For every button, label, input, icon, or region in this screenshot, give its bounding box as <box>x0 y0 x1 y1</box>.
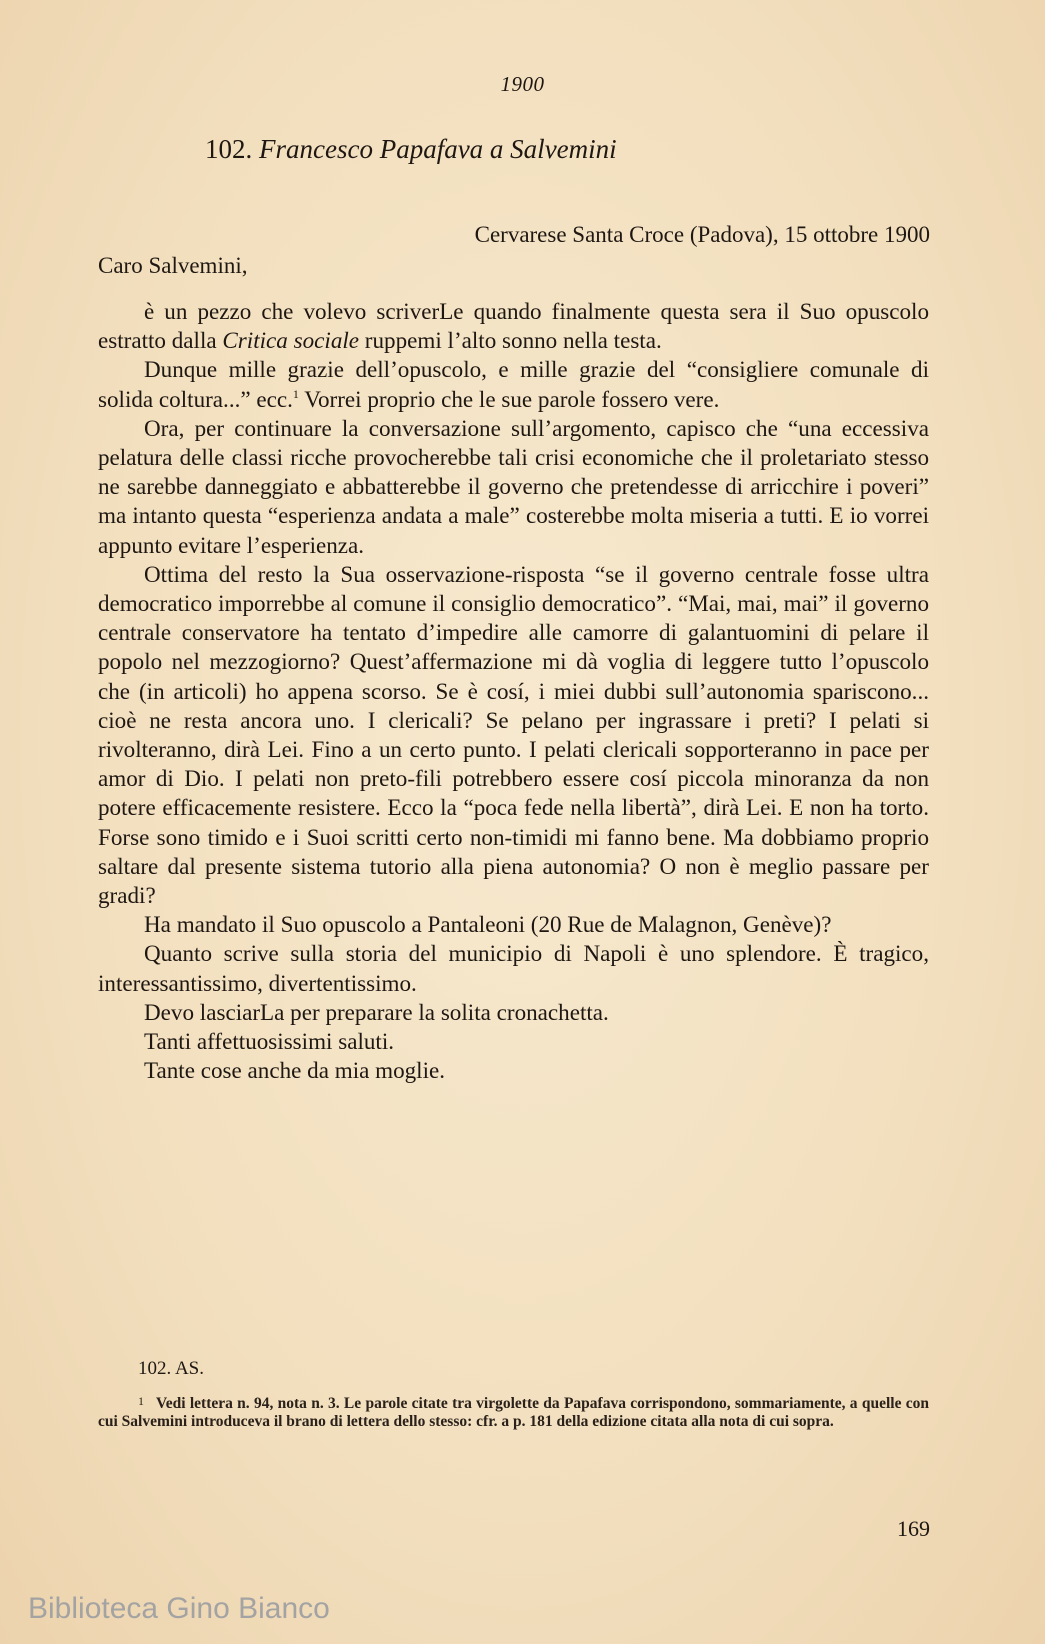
p2-text-a: Dunque mille grazie dell’opuscolo, e mille grazie del “consigliere comunale di solida coltura...” ecc. <box>98 356 929 412</box>
library-watermark: Biblioteca Gino Bianco <box>28 1592 330 1625</box>
letter-number: 102. <box>205 134 253 164</box>
paragraph-3: Ora, per continuare la conversazione sull’argomento, capisco che “una eccessiva pelatura delle classi ricche provocherebbe tali crisi economiche che il proletariato stesso ne sarebbe danneggiato e abbatterebbe il governo che pretendesse di arricchire i poveri” ma intanto questa “esperienza andata a male” costerebbe molta miseria a tutti. E io vorrei appunto evitare l’esperienza. <box>98 414 929 558</box>
p1-text-b: ruppemi l’alto sonno nella testa. <box>359 327 662 354</box>
paragraph-6: Quanto scrive sulla storia del municipio di Napoli è uno splendore. È tragico, interessantissimo, divertentissimo. <box>98 940 929 996</box>
paragraph-1 <box>98 297 929 355</box>
p2-text-b: Vorrei proprio che le sue parole fossero vere. <box>298 385 720 412</box>
salutation: Caro Salvemini, <box>98 253 248 278</box>
letter-body <box>98 297 929 1085</box>
dateline: Cervarese Santa Croce (Padova), 15 ottobre 1900 <box>474 222 930 247</box>
p1-text-a: è un pezzo che volevo scriverLe quando finalmente questa sera il Suo opuscolo estratto dalla <box>98 298 929 354</box>
page-number: 169 <box>897 1516 930 1541</box>
letter-title-text: Francesco Papafava a Salvemini <box>259 134 617 164</box>
footnote-ref: 1 <box>292 386 299 401</box>
letter-title <box>205 134 617 165</box>
footnote-text: Vedi lettera n. 94, nota n. 3. Le parole citate tra virgolette da Papafava corrispondono, sommariamente, a quelle con cui Salvemini introduceva il brano di lettera dello stesso: cfr. a p. 181 della edizione citata alla nota di cui sopra. <box>98 1395 929 1430</box>
notes-section <box>98 1360 929 1431</box>
paragraph-9: Tante cose anche da mia moglie. <box>144 1057 446 1084</box>
running-head: 1900 <box>500 72 545 96</box>
footnote <box>98 1392 929 1431</box>
paragraph-5: Ha mandato il Suo opuscolo a Pantaleoni (20 Rue de Malagnon, Genève)? <box>144 911 832 938</box>
paragraph-2 <box>98 355 929 413</box>
paragraph-7: Devo lasciarLa per preparare la solita cronachetta. <box>144 998 609 1025</box>
journal-title: Critica sociale <box>222 327 360 354</box>
paragraph-8: Tanti affettuosissimi saluti. <box>144 1028 395 1055</box>
footnote-mark: 1 <box>138 1394 144 1408</box>
source-note: 102. AS. <box>138 1358 204 1379</box>
paragraph-4: Ottima del resto la Sua osservazione-risposta “se il governo centrale fosse ultra democratico imporrebbe al comune il consiglio democratico”. “Mai, mai, mai” il governo centrale conservatore ha tentato d’impedire alle camorre di galantuomini di pelare il popolo nel mezzogiorno? Quest’affermazione mi dà voglia di leggere tutto l’opuscolo che (in articoli) ho appena scorso. Se è cosí, i miei dubbi sull’autonomia spariscono... cioè ne resta ancora uno. I clericali? Se pelano per ingrassare i preti? I pelati si rivolteranno, dirà Lei. Fino a un certo punto. I pelati clericali sopporteranno in pace per amor di Dio. I pelati non preto-fili potrebbero essere cosí piccola minoranza da non potere efficacemente resistere. Ecco la “poca fede nella libertà”, dirà Lei. E non ha torto. Forse sono timido e i Suoi scritti certo non-timidi mi fanno bene. Ma dobbiamo proprio saltare dal presente sistema tutorio alla piena autonomia? O non è meglio passare per gradi? <box>98 560 929 909</box>
